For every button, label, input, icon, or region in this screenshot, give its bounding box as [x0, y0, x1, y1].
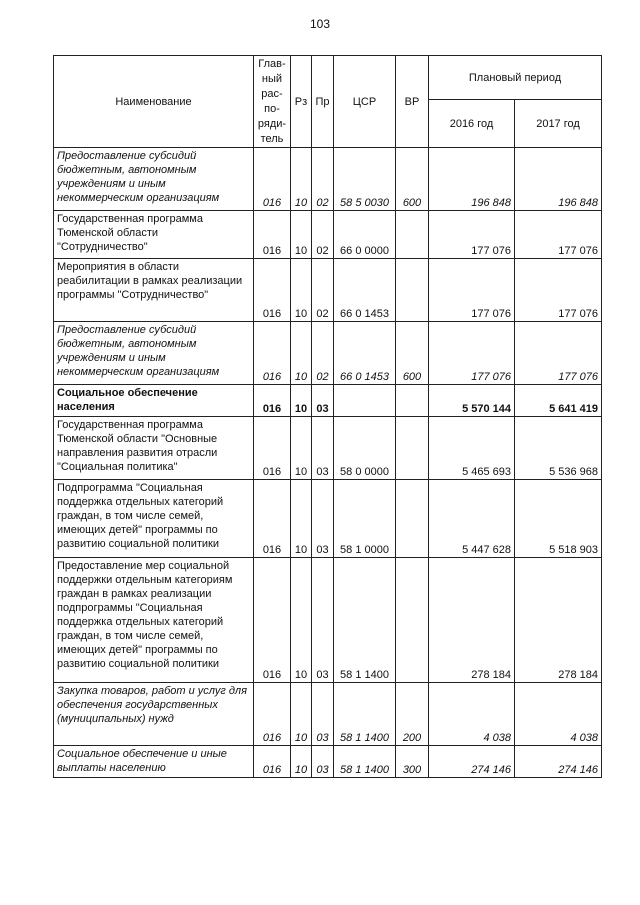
table-row	[54, 259, 602, 322]
header-period: Плановый период	[429, 56, 602, 100]
table-row	[54, 385, 602, 417]
row-rz: 10	[291, 417, 312, 480]
row-value-2017: 177 076	[515, 322, 602, 385]
table-row	[54, 683, 602, 746]
row-value-2016: 5 570 144	[429, 385, 515, 417]
header-csr: ЦСР	[334, 56, 396, 148]
row-pr: 02	[312, 148, 334, 211]
row-name: Социальное обеспечение населения	[54, 385, 254, 417]
header-2016: 2016 год	[429, 100, 515, 148]
table-row	[54, 211, 602, 259]
row-value-2017: 5 536 968	[515, 417, 602, 480]
row-glav: 016	[254, 417, 291, 480]
row-glav: 016	[254, 558, 291, 683]
row-vr	[396, 417, 429, 480]
row-rz: 10	[291, 211, 312, 259]
table-row	[54, 558, 602, 683]
row-rz: 10	[291, 148, 312, 211]
header-glav: Глав- ный рас- по- ряди- тель	[254, 56, 291, 148]
row-rz: 10	[291, 385, 312, 417]
row-csr: 58 5 0030	[334, 148, 396, 211]
row-value-2016: 177 076	[429, 211, 515, 259]
row-glav: 016	[254, 259, 291, 322]
header-2017: 2017 год	[515, 100, 602, 148]
row-vr	[396, 211, 429, 259]
row-name: Подпрограмма "Социальная поддержка отдельных категорий граждан, в том числе семей, имеющих детей" программы по развитию социальной политики	[54, 480, 254, 558]
budget-table	[53, 55, 602, 778]
row-csr: 58 1 1400	[334, 558, 396, 683]
row-csr: 66 0 0000	[334, 211, 396, 259]
header-rz: Рз	[291, 56, 312, 148]
row-value-2017: 278 184	[515, 558, 602, 683]
row-csr: 58 1 1400	[334, 683, 396, 746]
row-pr: 03	[312, 746, 334, 778]
row-value-2016: 177 076	[429, 322, 515, 385]
row-pr: 02	[312, 211, 334, 259]
row-rz: 10	[291, 259, 312, 322]
row-rz: 10	[291, 683, 312, 746]
row-value-2017: 5 641 419	[515, 385, 602, 417]
row-value-2017: 274 146	[515, 746, 602, 778]
header-vr: ВР	[396, 56, 429, 148]
row-rz: 10	[291, 746, 312, 778]
row-rz: 10	[291, 480, 312, 558]
row-value-2017: 177 076	[515, 211, 602, 259]
table-row	[54, 322, 602, 385]
row-glav: 016	[254, 148, 291, 211]
row-vr: 300	[396, 746, 429, 778]
table-row	[54, 746, 602, 778]
row-csr: 58 1 0000	[334, 480, 396, 558]
row-csr: 58 1 1400	[334, 746, 396, 778]
row-csr: 66 0 1453	[334, 322, 396, 385]
row-value-2016: 274 146	[429, 746, 515, 778]
row-value-2016: 177 076	[429, 259, 515, 322]
row-value-2017: 177 076	[515, 259, 602, 322]
header-name: Наименование	[54, 56, 254, 148]
row-value-2017: 4 038	[515, 683, 602, 746]
row-vr	[396, 480, 429, 558]
row-name: Мероприятия в области реабилитации в рамках реализации программы "Сотрудничество"	[54, 259, 254, 322]
table-row	[54, 148, 602, 211]
row-vr	[396, 558, 429, 683]
row-pr: 02	[312, 322, 334, 385]
row-glav: 016	[254, 746, 291, 778]
row-name: Государственная программа Тюменской области "Основные направления развития отрасли "Социальная политика"	[54, 417, 254, 480]
row-vr	[396, 259, 429, 322]
row-vr: 200	[396, 683, 429, 746]
row-name: Предоставление субсидий бюджетным, автономным учреждениям и иным некоммерческим организациям	[54, 148, 254, 211]
table-row	[54, 480, 602, 558]
table-row	[54, 417, 602, 480]
row-name: Социальное обеспечение и иные выплаты населению	[54, 746, 254, 778]
row-vr: 600	[396, 148, 429, 211]
page-number: 103	[309, 17, 331, 31]
row-glav: 016	[254, 385, 291, 417]
row-value-2016: 4 038	[429, 683, 515, 746]
row-name: Закупка товаров, работ и услуг для обеспечения государственных (муниципальных) нужд	[54, 683, 254, 746]
row-vr: 600	[396, 322, 429, 385]
row-value-2017: 5 518 903	[515, 480, 602, 558]
row-value-2016: 5 465 693	[429, 417, 515, 480]
row-rz: 10	[291, 558, 312, 683]
row-csr: 66 0 1453	[334, 259, 396, 322]
row-name: Предоставление субсидий бюджетным, автономным учреждениям и иным некоммерческим организациям	[54, 322, 254, 385]
row-name: Предоставление мер социальной поддержки отдельным категориям граждан в рамках реализации подпрограммы "Социальная поддержка отдельных категорий граждан, в том числе семей, имеющих детей" программы по развитию социальной политики	[54, 558, 254, 683]
row-glav: 016	[254, 480, 291, 558]
row-rz: 10	[291, 322, 312, 385]
row-pr: 03	[312, 683, 334, 746]
row-pr: 03	[312, 417, 334, 480]
row-pr: 02	[312, 259, 334, 322]
row-glav: 016	[254, 683, 291, 746]
row-glav: 016	[254, 211, 291, 259]
row-pr: 03	[312, 385, 334, 417]
header-pr: Пр	[312, 56, 334, 148]
row-value-2016: 5 447 628	[429, 480, 515, 558]
row-pr: 03	[312, 480, 334, 558]
row-csr	[334, 385, 396, 417]
row-name: Государственная программа Тюменской области "Сотрудничество"	[54, 211, 254, 259]
row-pr: 03	[312, 558, 334, 683]
row-value-2017: 196 848	[515, 148, 602, 211]
row-glav: 016	[254, 322, 291, 385]
row-csr: 58 0 0000	[334, 417, 396, 480]
row-value-2016: 196 848	[429, 148, 515, 211]
row-value-2016: 278 184	[429, 558, 515, 683]
row-vr	[396, 385, 429, 417]
